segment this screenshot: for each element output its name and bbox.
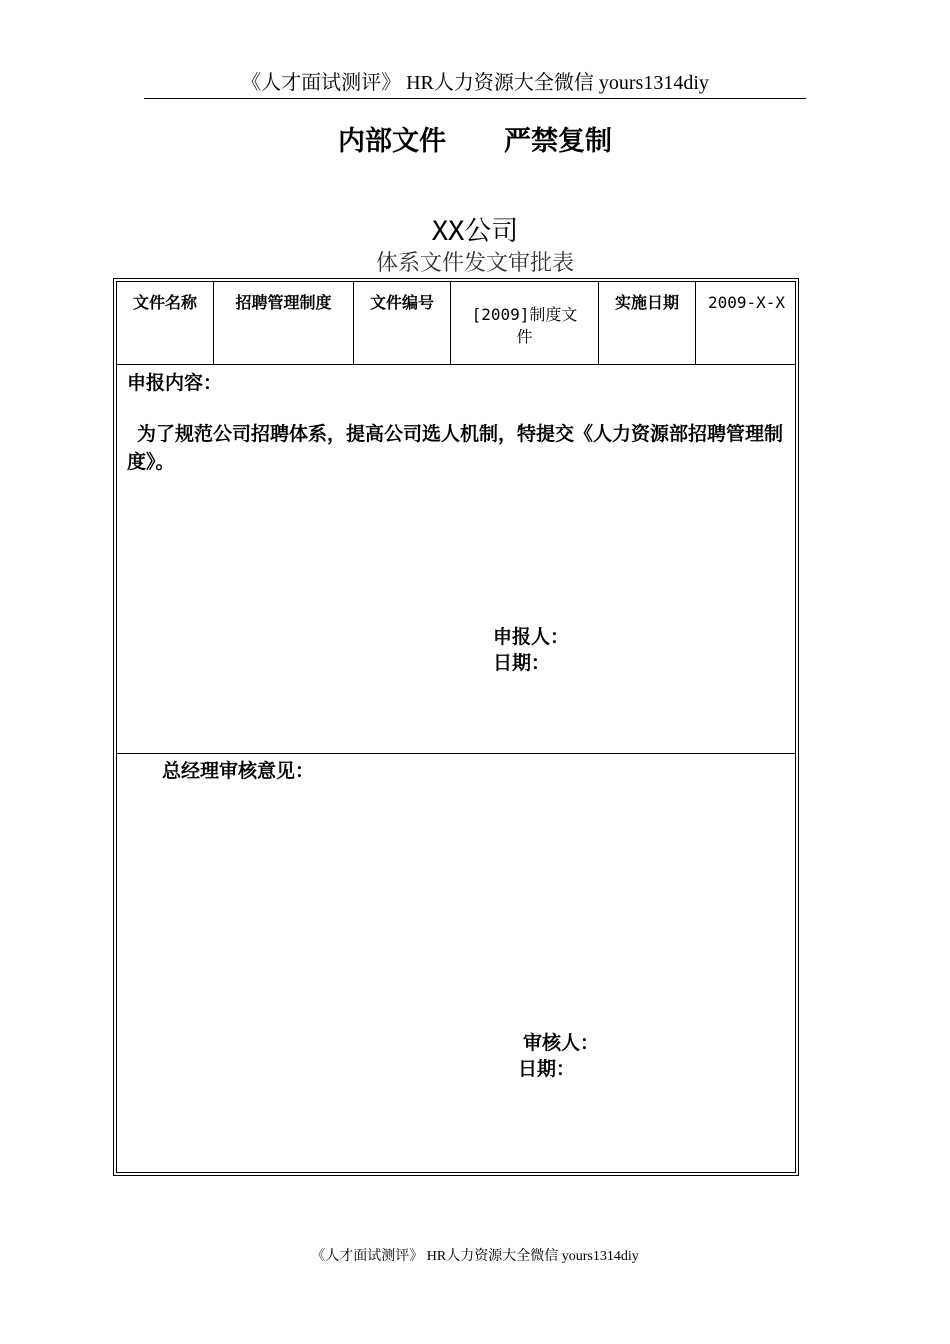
application-content-text: 为了规范公司招聘体系，提高公司选人机制，特提交《人力资源部招聘管理制度》。 [127,423,784,473]
row-divider [117,364,795,365]
page-header: 《人才面试测评》 HR人力资源大全微信 yours1314diy [241,72,709,94]
file-number-value: [2009]制度文 件 [471,305,578,346]
header-divider [144,98,806,99]
notice-internal: 内部文件 [338,126,446,157]
row-divider [117,753,795,754]
confidential-notice [0,122,950,162]
approval-form-inner [116,281,796,1173]
company-name: XX公司 [431,216,519,247]
reviewer-label: 审核人： [523,1032,600,1054]
file-name-value: 招聘管理制度 [235,293,332,312]
notice-no-copy: 严禁复制 [504,126,612,157]
file-name-label: 文件名称 [132,293,197,312]
form-title: 体系文件发文审批表 [375,251,574,276]
approval-form-table [113,278,799,1176]
applicant-label: 申报人： [493,626,570,648]
page-footer: 《人才面试测评》 HR人力资源大全微信 yours1314diy [311,1249,639,1264]
gm-review-label: 总经理审核意见： [162,760,315,782]
application-content-label: 申报内容： [127,372,223,394]
file-number-label: 文件编号 [369,293,434,312]
effective-date-value: 2009-X-X [707,293,786,312]
application-date-label: 日期： [493,652,551,674]
review-date-label: 日期： [518,1058,576,1080]
effective-date-label: 实施日期 [614,293,679,312]
